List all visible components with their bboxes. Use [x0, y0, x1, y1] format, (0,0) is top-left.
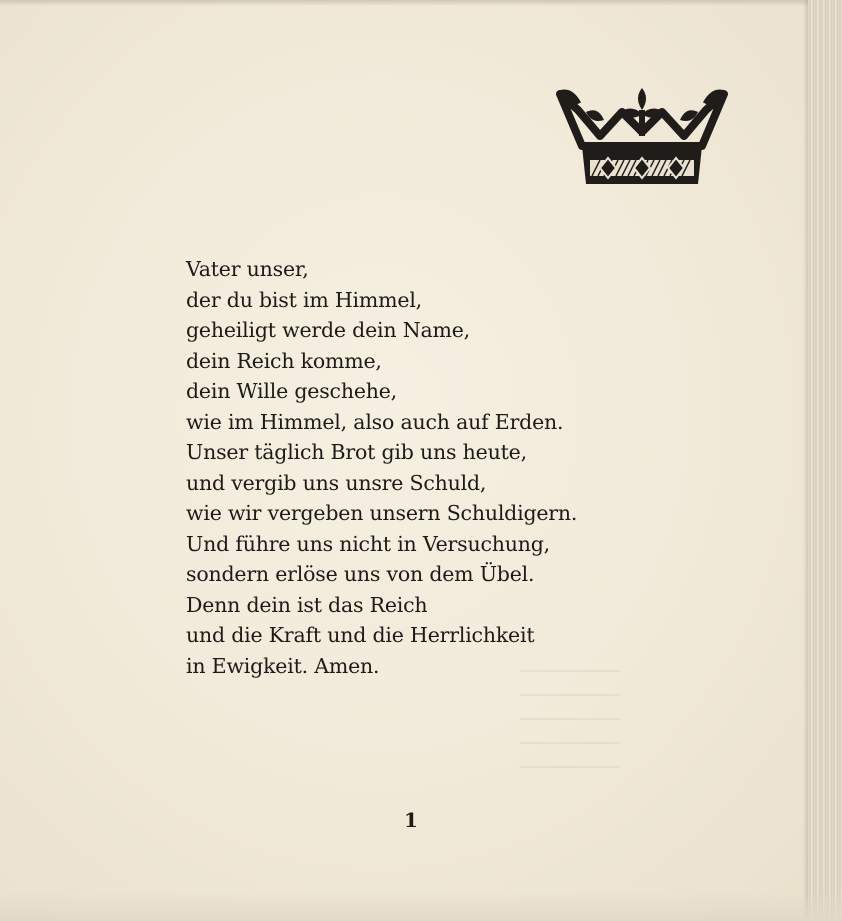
poem-line: wie wir vergeben unsern Schuldigern.: [186, 501, 578, 525]
poem-line: wie im Himmel, also auch auf Erden.: [186, 409, 564, 434]
poem-line: geheiligt werde dein Name,: [186, 318, 470, 342]
page-bottom-edge: [0, 891, 842, 921]
poem-line: dein Wille geschehe,: [186, 379, 397, 403]
crown-icon: [556, 86, 728, 188]
stacked-page-edges: [808, 0, 842, 921]
poem-line: und die Kraft und die Herrlichkeit: [186, 623, 535, 647]
poem-line: sondern erlöse uns von dem Übel.: [186, 562, 535, 586]
poem-line: Und führe uns nicht in Versuchung,: [186, 531, 550, 556]
lords-prayer-text: [186, 254, 626, 681]
page-number: 1: [404, 808, 418, 832]
poem-line: Unser täglich Brot gib uns heute,: [186, 440, 527, 464]
poem-line: dein Reich komme,: [186, 348, 382, 373]
page-top-edge: [0, 0, 842, 6]
poem-line: Denn dein ist das Reich: [186, 592, 428, 617]
poem-line: Vater unser,: [186, 257, 309, 281]
poem-line: und vergib uns unsre Schuld,: [186, 470, 487, 495]
poem-line: der du bist im Himmel,: [186, 287, 422, 312]
show-through-text: [520, 670, 620, 770]
poem-line: in Ewigkeit. Amen.: [186, 653, 380, 678]
